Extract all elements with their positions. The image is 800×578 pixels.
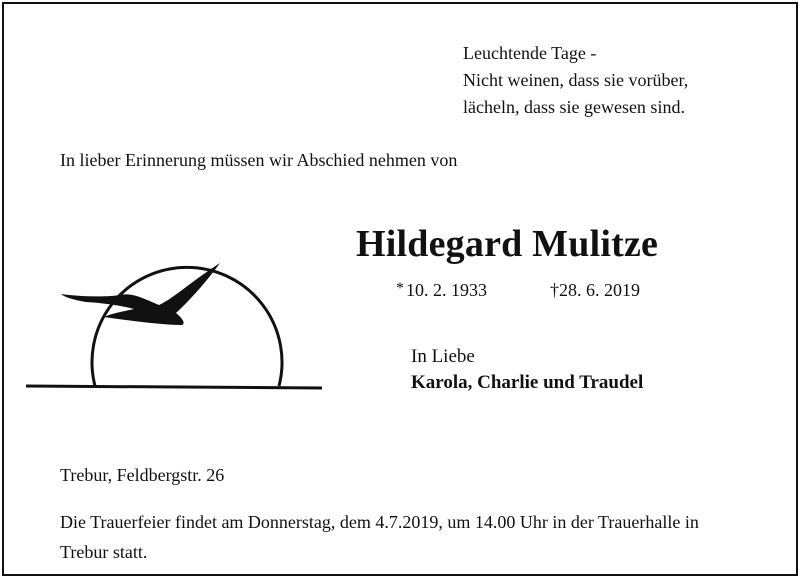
poem-line: lächeln, dass sie gewesen sind. xyxy=(463,97,685,117)
birth-date-value: 10. 2. 1933 xyxy=(406,280,487,300)
poem-line: Nicht weinen, dass sie vorüber, xyxy=(463,70,689,90)
death-date-value: 28. 6. 2019 xyxy=(559,280,640,300)
mourners-names: Karola, Charlie und Traudel xyxy=(411,372,644,393)
deceased-name: Hildegard Mulitze xyxy=(356,223,659,265)
mourners xyxy=(411,344,643,396)
poem xyxy=(463,40,688,121)
mourners-heading: In Liebe xyxy=(411,346,475,367)
birth-symbol: * xyxy=(396,280,404,297)
bird-over-setting-sun-icon xyxy=(24,259,329,399)
funeral-notice: Die Trauerfeier findet am Donnerstag, dem 4.7.2019, um 14.00 Uhr in der Trauerhalle in Trebur statt. xyxy=(60,512,699,562)
death-symbol: † xyxy=(550,280,559,300)
death-date xyxy=(550,280,640,301)
obituary-notice xyxy=(2,2,798,576)
birth-date xyxy=(396,280,487,301)
address: Trebur, Feldbergstr. 26 xyxy=(60,465,225,485)
poem-line: Leuchtende Tage - xyxy=(463,43,597,63)
intro-text: In lieber Erinnerung müssen wir Abschied nehmen von xyxy=(60,150,458,170)
